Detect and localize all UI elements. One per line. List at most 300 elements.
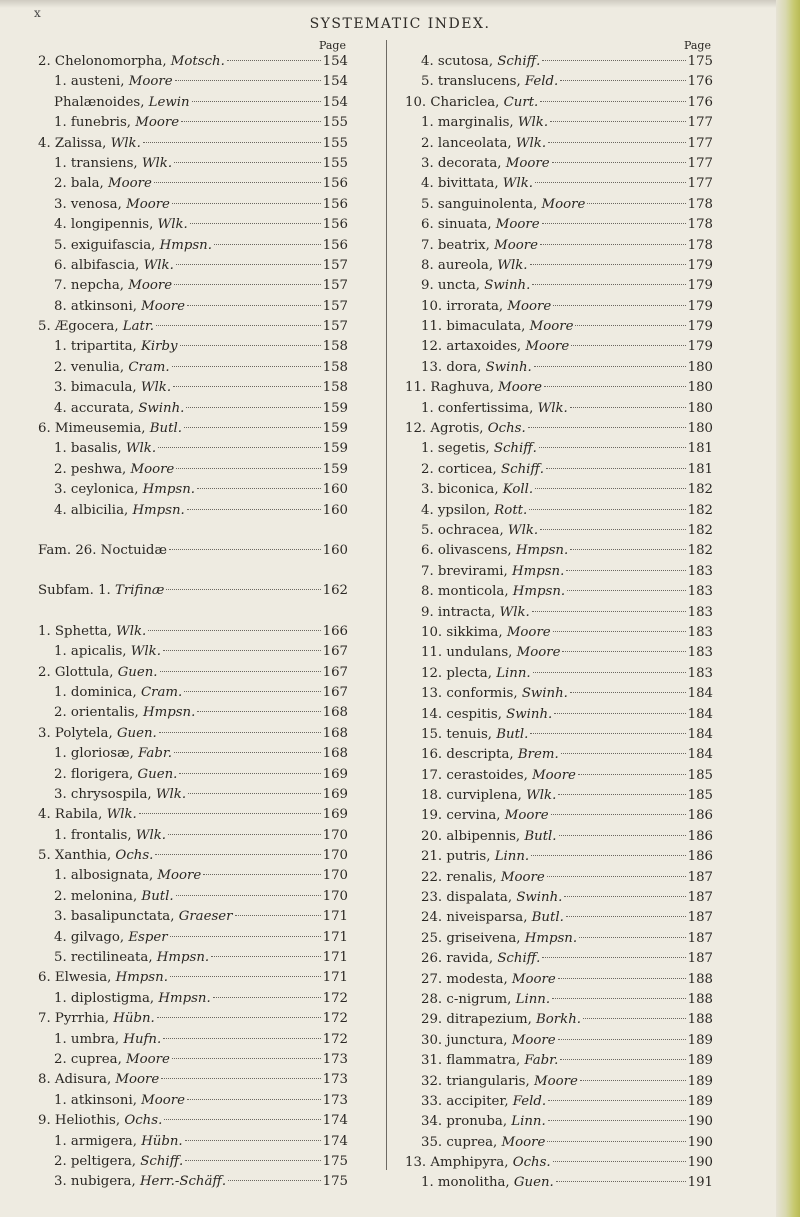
- entry-taxon: 1. monolitha,: [421, 1175, 514, 1191]
- leader-dots: [566, 570, 685, 571]
- entry-taxon: 1. frontalis,: [54, 827, 136, 843]
- entry-page: 183: [687, 584, 713, 600]
- index-entry: [405, 317, 713, 337]
- entry-name: [421, 949, 540, 969]
- entry-page: 167: [322, 664, 348, 680]
- entry-author: Koll.: [502, 482, 534, 498]
- entry-author: Wlk.: [515, 135, 547, 151]
- entry-author: Curt.: [503, 94, 539, 110]
- entry-taxon: 8. aureola,: [421, 257, 498, 273]
- entry-author: Wlk.: [155, 786, 187, 802]
- entry-author: Moore: [494, 237, 538, 253]
- entry-name: [54, 256, 174, 276]
- entry-author: Moore: [529, 319, 574, 335]
- entry-author: Schiff.: [493, 441, 537, 457]
- leader-dots: [172, 1058, 321, 1059]
- entry-page: 187: [687, 930, 713, 946]
- index-entry: [405, 399, 713, 419]
- entry-name: [54, 683, 182, 703]
- entry-page: 191: [687, 1175, 713, 1191]
- entry-taxon: 16. descripta,: [421, 747, 518, 763]
- leader-dots: [583, 1018, 686, 1019]
- entry-taxon: 26. ravida,: [421, 951, 498, 967]
- index-entry: [38, 989, 348, 1009]
- leader-dots: [176, 264, 321, 265]
- entry-page: 186: [687, 828, 713, 844]
- leader-dots: [227, 60, 321, 61]
- entry-taxon: 22. renalis,: [421, 869, 501, 885]
- index-entry: [405, 1072, 713, 1092]
- entry-name: [421, 195, 585, 215]
- index-entry: [38, 256, 348, 276]
- entry-taxon: 1. tripartita,: [54, 339, 141, 355]
- entry-name: [54, 337, 178, 357]
- entry-taxon: 3. basalipunctata,: [54, 909, 179, 925]
- entry-page: 190: [687, 1155, 713, 1171]
- index-entry: [38, 1152, 348, 1172]
- entry-page: 171: [322, 909, 348, 925]
- entry-name: [421, 1133, 545, 1153]
- entry-author: Hübn.: [141, 1133, 183, 1149]
- entry-taxon: Phalænoides,: [54, 94, 149, 110]
- entry-taxon: 6. albifascia,: [54, 257, 144, 273]
- entry-taxon: 2. corticea,: [421, 461, 502, 477]
- entry-author: Wlk.: [130, 644, 161, 660]
- entry-name: [38, 52, 225, 72]
- entry-page: 172: [322, 990, 348, 1006]
- entry-name: [421, 603, 530, 623]
- leader-dots: [163, 650, 321, 651]
- index-entry: [405, 72, 713, 92]
- index-entry: [38, 439, 348, 459]
- leader-dots: [176, 895, 321, 896]
- entry-page: 188: [687, 971, 713, 987]
- entry-taxon: 20. albipennis,: [421, 828, 525, 844]
- entry-taxon: 2. lanceolata,: [421, 135, 516, 151]
- entry-page: 182: [687, 522, 713, 538]
- entry-taxon: 14. cespitis,: [421, 706, 507, 722]
- section-gap: [38, 602, 348, 622]
- index-entry: [38, 887, 348, 907]
- entry-author: Hmpsn.: [159, 237, 212, 253]
- entry-taxon: 5. Ægocera,: [38, 319, 123, 335]
- entry-page: 189: [687, 1093, 713, 1109]
- entry-author: Moore: [126, 196, 170, 212]
- entry-name: [421, 827, 557, 847]
- index-entry: [38, 724, 348, 744]
- entry-page: 175: [322, 1174, 348, 1190]
- entry-author: Schiff.: [140, 1153, 184, 1169]
- leader-dots: [180, 345, 321, 346]
- entry-taxon: 3. biconica,: [421, 482, 503, 498]
- entry-taxon: 2. orientalis,: [54, 705, 144, 721]
- entry-taxon: 31. flammatra,: [421, 1053, 525, 1069]
- entry-name: [54, 1091, 185, 1111]
- entry-page: 157: [322, 278, 348, 294]
- entry-name: [54, 215, 188, 235]
- entry-page: 172: [322, 1011, 348, 1027]
- entry-page: 158: [322, 359, 348, 375]
- leader-dots: [184, 691, 320, 692]
- entry-author: Moore: [495, 217, 540, 233]
- entry-author: Hmpsn.: [142, 482, 195, 498]
- entry-name: [421, 215, 540, 235]
- index-entry: [405, 990, 713, 1010]
- entry-name: [421, 256, 528, 276]
- leader-dots: [211, 956, 320, 957]
- leader-dots: [164, 1119, 320, 1120]
- entry-page: 157: [322, 319, 348, 335]
- entry-taxon: 1. gloriosæ,: [54, 746, 139, 762]
- leader-dots: [192, 101, 321, 102]
- entry-taxon: 4. scutosa,: [421, 54, 498, 69]
- leader-dots: [532, 284, 685, 285]
- entry-author: Moore: [501, 1134, 546, 1150]
- leader-dots: [548, 1100, 685, 1101]
- index-entry: [405, 460, 713, 480]
- entry-author: Swinh.: [506, 706, 553, 722]
- entry-page: 182: [687, 502, 713, 518]
- index-entry: [38, 113, 348, 133]
- leader-dots: [570, 549, 685, 550]
- entry-author: Hmpsn.: [115, 970, 168, 986]
- entry-taxon: 4. longipennis,: [54, 217, 158, 233]
- index-entry: [405, 827, 713, 847]
- entry-page: 173: [322, 1051, 348, 1067]
- entry-author: Wlk.: [499, 604, 530, 620]
- index-entry: [405, 174, 713, 194]
- entry-page: 159: [322, 441, 348, 457]
- entry-page: 162: [322, 583, 348, 599]
- leader-dots: [148, 630, 320, 631]
- leader-dots: [157, 1017, 321, 1018]
- entry-name: [405, 378, 542, 398]
- entry-author: Graeser: [178, 909, 233, 925]
- entry-name: [54, 948, 209, 968]
- entry-page: 177: [687, 155, 713, 171]
- section-gap: [38, 561, 348, 581]
- index-entry: [405, 949, 713, 969]
- leader-dots: [580, 1080, 686, 1081]
- entry-name: [54, 501, 185, 521]
- entry-author: Feld.: [512, 1093, 547, 1109]
- entry-page: 179: [687, 319, 713, 335]
- page-top-shadow: [0, 0, 800, 8]
- entry-page: 159: [322, 421, 348, 437]
- leader-dots: [185, 1140, 321, 1141]
- entry-author: Guen.: [117, 664, 158, 680]
- leader-dots: [567, 590, 685, 591]
- entry-name: [421, 439, 537, 459]
- entry-page: 168: [322, 746, 348, 762]
- entry-taxon: 5. ochracea,: [421, 522, 508, 538]
- entry-page: 182: [687, 543, 713, 559]
- index-entry: [405, 786, 713, 806]
- entry-taxon: 2. peltigera,: [54, 1153, 141, 1169]
- entry-page: 179: [687, 257, 713, 273]
- index-entry: [405, 664, 713, 684]
- entry-page: 175: [322, 1153, 348, 1169]
- entry-author: Wlk.: [507, 522, 539, 538]
- entry-page: 177: [687, 176, 713, 192]
- entry-page: 173: [322, 1092, 348, 1108]
- leader-dots: [548, 142, 686, 143]
- entry-name: [54, 297, 185, 317]
- entry-taxon: 2. Glottula,: [38, 664, 118, 680]
- entry-taxon: 2. melonina,: [54, 888, 142, 904]
- entry-name: [421, 1173, 554, 1193]
- entry-taxon: 2. Chelonomorpha,: [38, 54, 171, 69]
- entry-name: [38, 1111, 162, 1131]
- leader-dots: [535, 182, 686, 183]
- entry-author: Guen.: [116, 725, 157, 741]
- index-entry: [38, 866, 348, 886]
- entry-page: 178: [687, 237, 713, 253]
- entry-name: [421, 358, 532, 378]
- leader-dots: [542, 223, 686, 224]
- leader-dots: [139, 813, 321, 814]
- entry-page: 183: [687, 624, 713, 640]
- index-entry: [38, 93, 348, 113]
- leader-dots: [539, 447, 686, 448]
- entry-author: Hübn.: [113, 1011, 155, 1027]
- leader-dots: [564, 896, 685, 897]
- leader-dots: [235, 915, 321, 916]
- entry-taxon: 4. Zalissa,: [38, 135, 111, 151]
- entry-name: [421, 480, 533, 500]
- entry-page: 184: [687, 726, 713, 742]
- index-entry: [405, 501, 713, 521]
- leader-dots: [170, 936, 321, 937]
- entry-taxon: 1. atkinsoni,: [54, 1092, 142, 1108]
- leader-dots: [188, 793, 321, 794]
- index-entry: [38, 1091, 348, 1111]
- entry-taxon: 29. ditrapezium,: [421, 1012, 537, 1028]
- entry-page: 156: [322, 217, 348, 233]
- entry-name: [38, 317, 154, 337]
- entry-author: Moore: [533, 1073, 578, 1089]
- entry-taxon: 11. Raghuva,: [405, 380, 499, 396]
- entry-page: 174: [322, 1113, 348, 1129]
- entry-page: 188: [687, 1012, 713, 1028]
- entry-author: Wlk.: [537, 400, 568, 416]
- entry-page: 167: [322, 684, 348, 700]
- entry-taxon: 5. rectilineata,: [54, 950, 157, 966]
- entry-name: [54, 887, 174, 907]
- entry-name: [54, 113, 179, 133]
- entry-name: [54, 1152, 183, 1172]
- index-entry: [405, 1051, 713, 1071]
- entry-author: Guen.: [513, 1175, 554, 1191]
- entry-author: Moore: [130, 461, 175, 477]
- entry-taxon: 7. nepcha,: [54, 278, 129, 294]
- entry-name: [38, 134, 141, 154]
- entry-author: Hmpsn.: [524, 930, 578, 946]
- entry-taxon: 2. venulia,: [54, 359, 129, 375]
- leader-dots: [547, 1141, 685, 1142]
- index-entry: [405, 582, 713, 602]
- index-entry: [405, 480, 713, 500]
- entry-taxon: 24. niveisparsa,: [421, 910, 532, 926]
- leader-dots: [544, 386, 686, 387]
- index-entry: [38, 683, 348, 703]
- index-entry: [405, 1092, 713, 1112]
- index-entry: [405, 929, 713, 949]
- entry-page: 157: [322, 257, 348, 273]
- entry-taxon: 1. austeni,: [54, 74, 129, 90]
- index-entry: [405, 439, 713, 459]
- entry-name: [38, 846, 153, 866]
- entry-page: 179: [687, 278, 713, 294]
- entry-taxon: 8. atkinsoni,: [54, 298, 142, 314]
- entry-author: Moore: [500, 869, 545, 885]
- index-entry: [38, 541, 348, 561]
- entry-page: 176: [687, 94, 713, 110]
- entry-author: Moore: [128, 74, 173, 90]
- entry-name: [54, 785, 186, 805]
- leader-dots: [535, 488, 686, 489]
- entry-page: 170: [322, 868, 348, 884]
- entry-author: Wlk.: [125, 441, 157, 457]
- entry-author: Hmpsn.: [158, 990, 211, 1006]
- entry-author: Moore: [525, 339, 570, 355]
- entry-page: 180: [687, 421, 713, 437]
- entry-page: 171: [322, 970, 348, 986]
- leader-dots: [579, 937, 686, 938]
- entry-name: [54, 378, 171, 398]
- leader-dots: [540, 101, 685, 102]
- index-entry: [405, 908, 713, 928]
- leader-dots: [174, 284, 321, 285]
- leader-dots: [558, 794, 685, 795]
- index-entry: [405, 521, 713, 541]
- entry-taxon: 6. Mimeusemia,: [38, 421, 150, 437]
- index-entry: [405, 215, 713, 235]
- entry-taxon: 11. undulans,: [421, 645, 517, 661]
- entry-author: Butl.: [141, 888, 174, 904]
- entry-page: 168: [322, 705, 348, 721]
- entry-page: 169: [322, 786, 348, 802]
- entry-page: 185: [687, 788, 713, 804]
- entry-name: [421, 888, 562, 908]
- leader-dots: [187, 509, 321, 510]
- entry-name: [421, 541, 568, 561]
- entry-author: Latr.: [122, 319, 155, 335]
- leader-dots: [551, 814, 686, 815]
- entry-author: Swinh.: [485, 359, 532, 375]
- entry-taxon: 2. bala,: [54, 176, 108, 192]
- entry-page: 173: [322, 1072, 348, 1088]
- index-entry: [405, 705, 713, 725]
- entry-taxon: 4. Rabila,: [38, 807, 107, 823]
- entry-taxon: 1. funebris,: [54, 115, 136, 131]
- index-entry: [405, 1031, 713, 1051]
- leader-dots: [558, 1039, 686, 1040]
- right-column: [405, 40, 713, 1194]
- leader-dots: [203, 874, 320, 875]
- index-entry: [405, 378, 713, 398]
- index-entry: [38, 703, 348, 723]
- index-entry: [38, 765, 348, 785]
- entry-taxon: 3. chrysospila,: [54, 786, 156, 802]
- entry-taxon: 13. conformis,: [421, 686, 522, 702]
- index-entry: [38, 805, 348, 825]
- index-entry: [405, 643, 713, 663]
- entry-taxon: 18. curviplena,: [421, 788, 527, 804]
- entry-name: [405, 419, 526, 439]
- entry-name: [421, 1051, 558, 1071]
- index-entry: [405, 113, 713, 133]
- entry-author: Moore: [507, 298, 552, 314]
- index-entry: [405, 541, 713, 561]
- entry-name: [54, 358, 170, 378]
- entry-author: Cram.: [128, 359, 170, 375]
- index-entry: [38, 642, 348, 662]
- leader-dots: [556, 1181, 686, 1182]
- entry-author: Linn.: [494, 849, 530, 865]
- leader-dots: [175, 80, 321, 81]
- entry-taxon: 5. translucens,: [421, 74, 525, 90]
- entry-author: Wlk.: [502, 176, 533, 192]
- entry-name: [421, 72, 558, 92]
- index-entry: [38, 215, 348, 235]
- entry-page: 155: [322, 135, 348, 151]
- entry-page: 180: [687, 359, 713, 375]
- entry-taxon: 1. albosignata,: [54, 868, 158, 884]
- leader-dots: [168, 834, 321, 835]
- entry-name: [38, 663, 158, 683]
- entry-author: Hufn.: [123, 1031, 162, 1047]
- entry-name: [421, 1112, 546, 1132]
- entry-taxon: 15. tenuis,: [421, 726, 497, 742]
- index-entry: [38, 846, 348, 866]
- entry-page: 156: [322, 196, 348, 212]
- leader-dots: [156, 325, 321, 326]
- entry-author: Herr.-Schäff.: [139, 1174, 227, 1190]
- entry-page: 154: [322, 54, 348, 69]
- index-entry: [405, 766, 713, 786]
- leader-dots: [187, 305, 321, 306]
- entry-name: [405, 93, 538, 113]
- entry-page: 167: [322, 644, 348, 660]
- index-entry: [38, 1070, 348, 1090]
- entry-page: 170: [322, 848, 348, 864]
- index-entry: [405, 1153, 713, 1173]
- entry-name: [421, 868, 545, 888]
- entry-author: Schiff.: [497, 54, 541, 69]
- entry-page: 181: [687, 441, 713, 457]
- leader-dots: [186, 407, 320, 408]
- index-entry: [38, 785, 348, 805]
- entry-taxon: 13. Amphipyra,: [405, 1155, 513, 1171]
- index-entry: [405, 806, 713, 826]
- entry-name: [405, 1153, 551, 1173]
- index-entry: [38, 276, 348, 296]
- entry-name: [38, 622, 146, 642]
- entry-author: Fabr.: [524, 1053, 559, 1069]
- entry-author: Butl.: [149, 421, 182, 437]
- entry-page: 182: [687, 482, 713, 498]
- entry-author: Wlk.: [140, 380, 172, 396]
- leader-dots: [197, 711, 320, 712]
- index-entry: [38, 968, 348, 988]
- entry-name: [421, 582, 565, 602]
- entry-name: [54, 642, 161, 662]
- entry-taxon: 1. apicalis,: [54, 644, 131, 660]
- entry-page: 183: [687, 604, 713, 620]
- entry-author: Swinh.: [138, 400, 185, 416]
- entry-taxon: 25. griseivena,: [421, 930, 525, 946]
